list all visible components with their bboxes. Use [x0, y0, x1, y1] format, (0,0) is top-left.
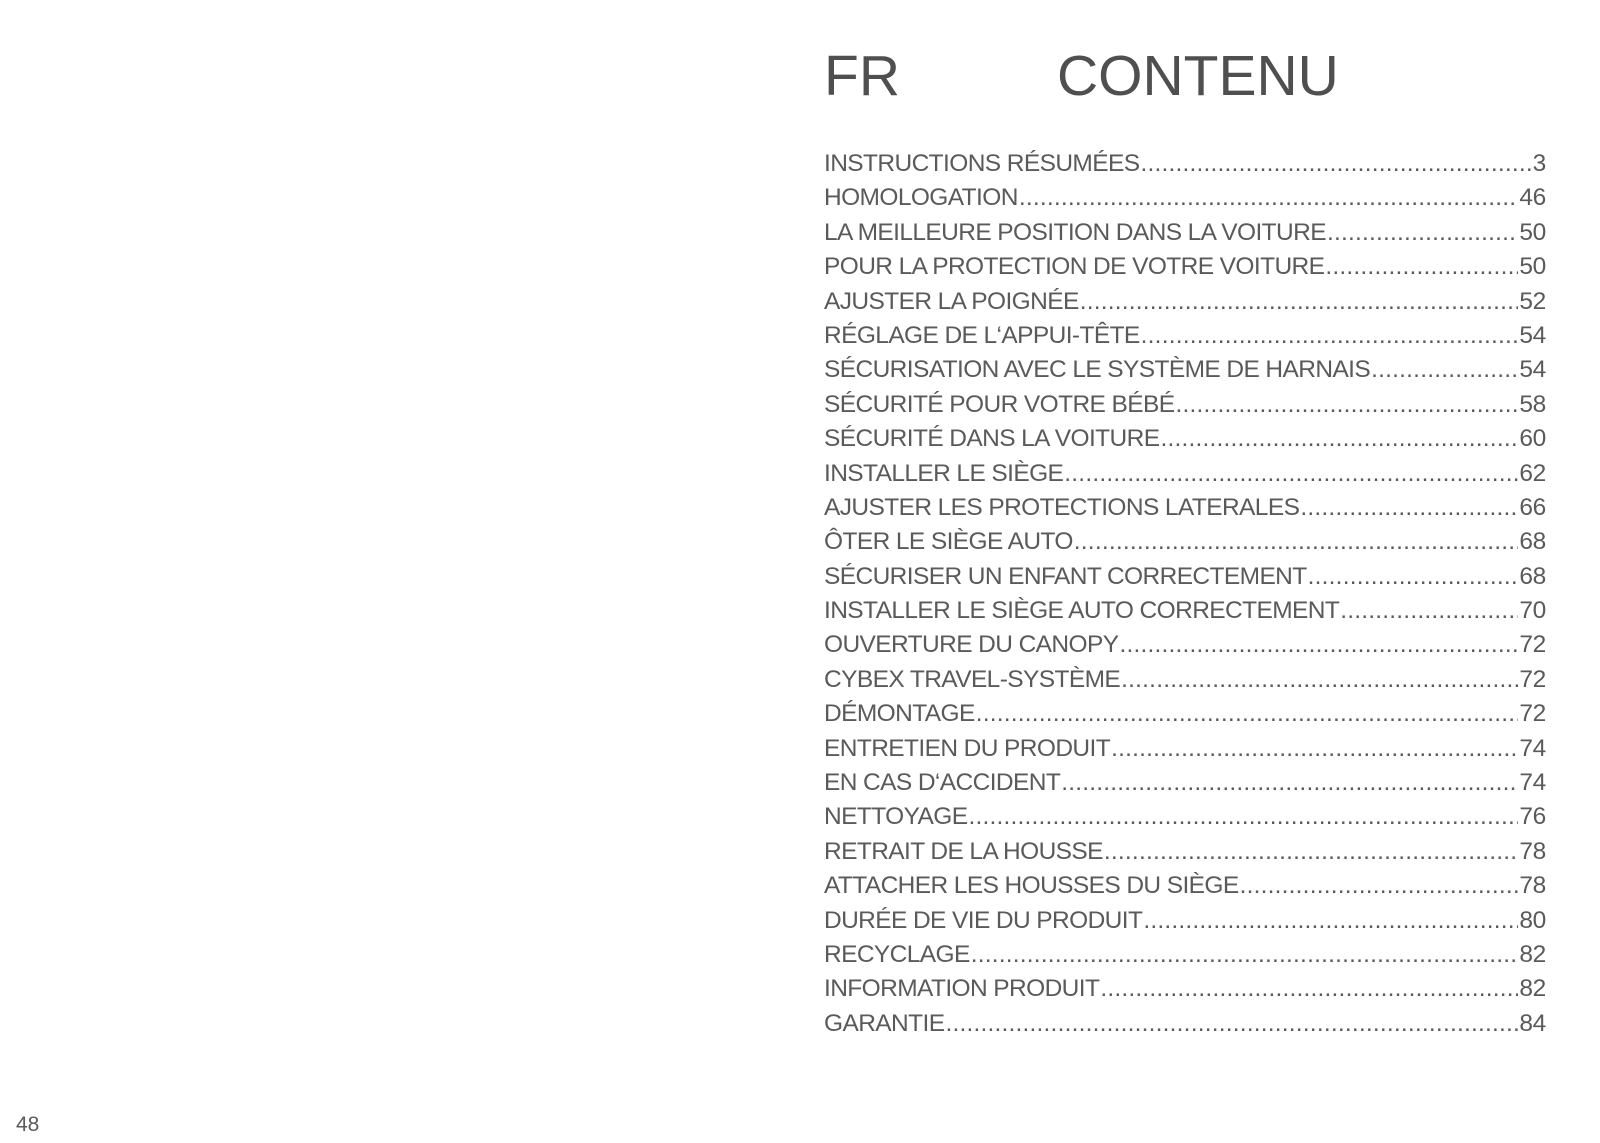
toc-entry [824, 1007, 1546, 1041]
toc-entry-page: 78 [1519, 872, 1546, 900]
toc-entry-label: INFORMATION PRODUIT [824, 975, 1100, 1003]
toc-entry-page: 3 [1532, 150, 1546, 177]
toc-entry-label: INSTALLER LE SIÈGE AUTO CORRECTEMENT [824, 597, 1340, 625]
toc-entry [824, 216, 1546, 250]
toc-entry [824, 491, 1546, 525]
toc-entry-label: RETRAIT DE LA HOUSSE [824, 837, 1103, 865]
toc-entry [824, 800, 1546, 834]
page-title: CONTENU [1057, 44, 1339, 108]
toc-entry-label: GARANTIE [824, 1009, 945, 1037]
toc-dot-leader [971, 938, 1519, 972]
toc-dot-leader [1100, 972, 1518, 1006]
toc-entry-page: 50 [1519, 218, 1546, 246]
toc-entry-label: OUVERTURE DU CANOPY [824, 631, 1119, 659]
toc-entry-page: 72 [1519, 631, 1546, 659]
toc-dot-leader [1340, 594, 1518, 628]
language-code: FR [824, 44, 900, 108]
toc-entry [824, 560, 1546, 594]
toc-dot-leader [1061, 766, 1518, 800]
toc-entry-label: POUR LA PROTECTION DE VOTRE VOITURE [824, 253, 1325, 281]
toc-dot-leader [1074, 525, 1519, 559]
toc-entry-label: LA MEILLEURE POSITION DANS LA VOITURE [824, 218, 1326, 246]
toc-entry-label: DÉMONTAGE [824, 700, 975, 728]
toc-entry [824, 422, 1546, 456]
toc-entry-page: 72 [1519, 700, 1546, 728]
toc-entry-label: ENTRETIEN DU PRODUIT [824, 734, 1111, 762]
toc-entry-label: SÉCURITÉ DANS LA VOITURE [824, 425, 1160, 453]
toc-dot-leader [1371, 353, 1518, 387]
toc-entry [824, 869, 1546, 903]
toc-entry-page: 82 [1519, 975, 1546, 1003]
toc-dot-leader [1121, 663, 1518, 697]
toc-entry-label: INSTALLER LE SIÈGE [824, 459, 1064, 487]
toc-dot-leader [1175, 388, 1518, 422]
toc-entry-label: SÉCURITÉ POUR VOTRE BÉBÉ [824, 390, 1175, 418]
toc-dot-leader [1019, 181, 1519, 215]
page-heading [824, 42, 1544, 110]
toc-dot-leader [976, 697, 1519, 731]
toc-entry-page: 54 [1519, 356, 1546, 384]
toc-entry-page: 76 [1519, 803, 1546, 831]
toc-entry-page: 46 [1519, 184, 1546, 212]
toc-dot-leader [1160, 422, 1518, 456]
toc-entry-label: HOMOLOGATION [824, 184, 1018, 212]
toc-entry [824, 835, 1546, 869]
toc-entry-label: AJUSTER LES PROTECTIONS LATERALES [824, 493, 1300, 521]
toc-entry [824, 250, 1546, 284]
table-of-contents [824, 147, 1546, 1041]
toc-entry [824, 594, 1546, 628]
toc-entry-page: 50 [1519, 253, 1546, 281]
toc-entry [824, 457, 1546, 491]
toc-entry-page: 84 [1519, 1009, 1546, 1037]
toc-entry-page: 60 [1519, 425, 1546, 453]
toc-entry-page: 74 [1519, 734, 1546, 762]
toc-dot-leader [1111, 732, 1518, 766]
toc-dot-leader [1104, 835, 1518, 869]
toc-entry [824, 388, 1546, 422]
toc-dot-leader [1325, 250, 1518, 284]
toc-entry [824, 285, 1546, 319]
toc-dot-leader [1327, 216, 1518, 250]
toc-entry-label: SÉCURISATION AVEC LE SYSTÈME DE HARNAIS [824, 356, 1371, 384]
toc-dot-leader [1308, 560, 1519, 594]
toc-entry [824, 697, 1546, 731]
toc-dot-leader [1143, 904, 1518, 938]
toc-dot-leader [1119, 628, 1518, 662]
toc-dot-leader [945, 1007, 1518, 1041]
toc-entry [824, 525, 1546, 559]
toc-entry-label: AJUSTER LA POIGNÉE [824, 287, 1079, 315]
toc-entry [824, 972, 1546, 1006]
toc-dot-leader [1080, 285, 1519, 319]
toc-entry-page: 52 [1519, 287, 1546, 315]
toc-entry [824, 663, 1546, 697]
toc-dot-leader [1300, 491, 1518, 525]
toc-entry [824, 319, 1546, 353]
toc-entry-page: 68 [1519, 562, 1546, 590]
toc-entry-page: 78 [1519, 837, 1546, 865]
page-number: 48 [16, 1113, 40, 1136]
toc-entry-page: 70 [1519, 597, 1546, 625]
toc-entry [824, 147, 1546, 181]
toc-dot-leader [1141, 319, 1519, 353]
toc-entry-page: 58 [1519, 390, 1546, 418]
toc-entry-label: RECYCLAGE [824, 940, 970, 968]
toc-dot-leader [1240, 869, 1519, 903]
toc-dot-leader [1140, 147, 1531, 181]
toc-entry-label: ÔTER LE SIÈGE AUTO [824, 528, 1073, 556]
toc-entry-label: RÉGLAGE DE L‘APPUI-TÊTE [824, 321, 1140, 349]
toc-entry-page: 62 [1519, 459, 1546, 487]
toc-entry [824, 766, 1546, 800]
toc-entry [824, 181, 1546, 215]
toc-entry [824, 732, 1546, 766]
toc-entry-label: EN CAS D‘ACCIDENT [824, 769, 1061, 797]
toc-entry-page: 82 [1519, 940, 1546, 968]
toc-entry-page: 54 [1519, 321, 1546, 349]
toc-entry [824, 353, 1546, 387]
toc-entry-label: INSTRUCTIONS RÉSUMÉES [824, 150, 1140, 177]
toc-entry-label: SÉCURISER UN ENFANT CORRECTEMENT [824, 562, 1307, 590]
toc-entry-label: DURÉE DE VIE DU PRODUIT [824, 906, 1143, 934]
toc-entry-label: ATTACHER LES HOUSSES DU SIÈGE [824, 872, 1239, 900]
toc-dot-leader [968, 800, 1518, 834]
toc-entry [824, 628, 1546, 662]
toc-entry-page: 80 [1519, 906, 1546, 934]
toc-entry-page: 72 [1519, 665, 1546, 693]
toc-entry-page: 68 [1519, 528, 1546, 556]
toc-entry-label: CYBEX TRAVEL-SYSTÈME [824, 665, 1121, 693]
toc-entry-page: 66 [1519, 493, 1546, 521]
toc-entry-label: NETTOYAGE [824, 803, 968, 831]
toc-dot-leader [1064, 457, 1518, 491]
toc-entry [824, 904, 1546, 938]
toc-entry-page: 74 [1519, 769, 1546, 797]
toc-entry [824, 938, 1546, 972]
